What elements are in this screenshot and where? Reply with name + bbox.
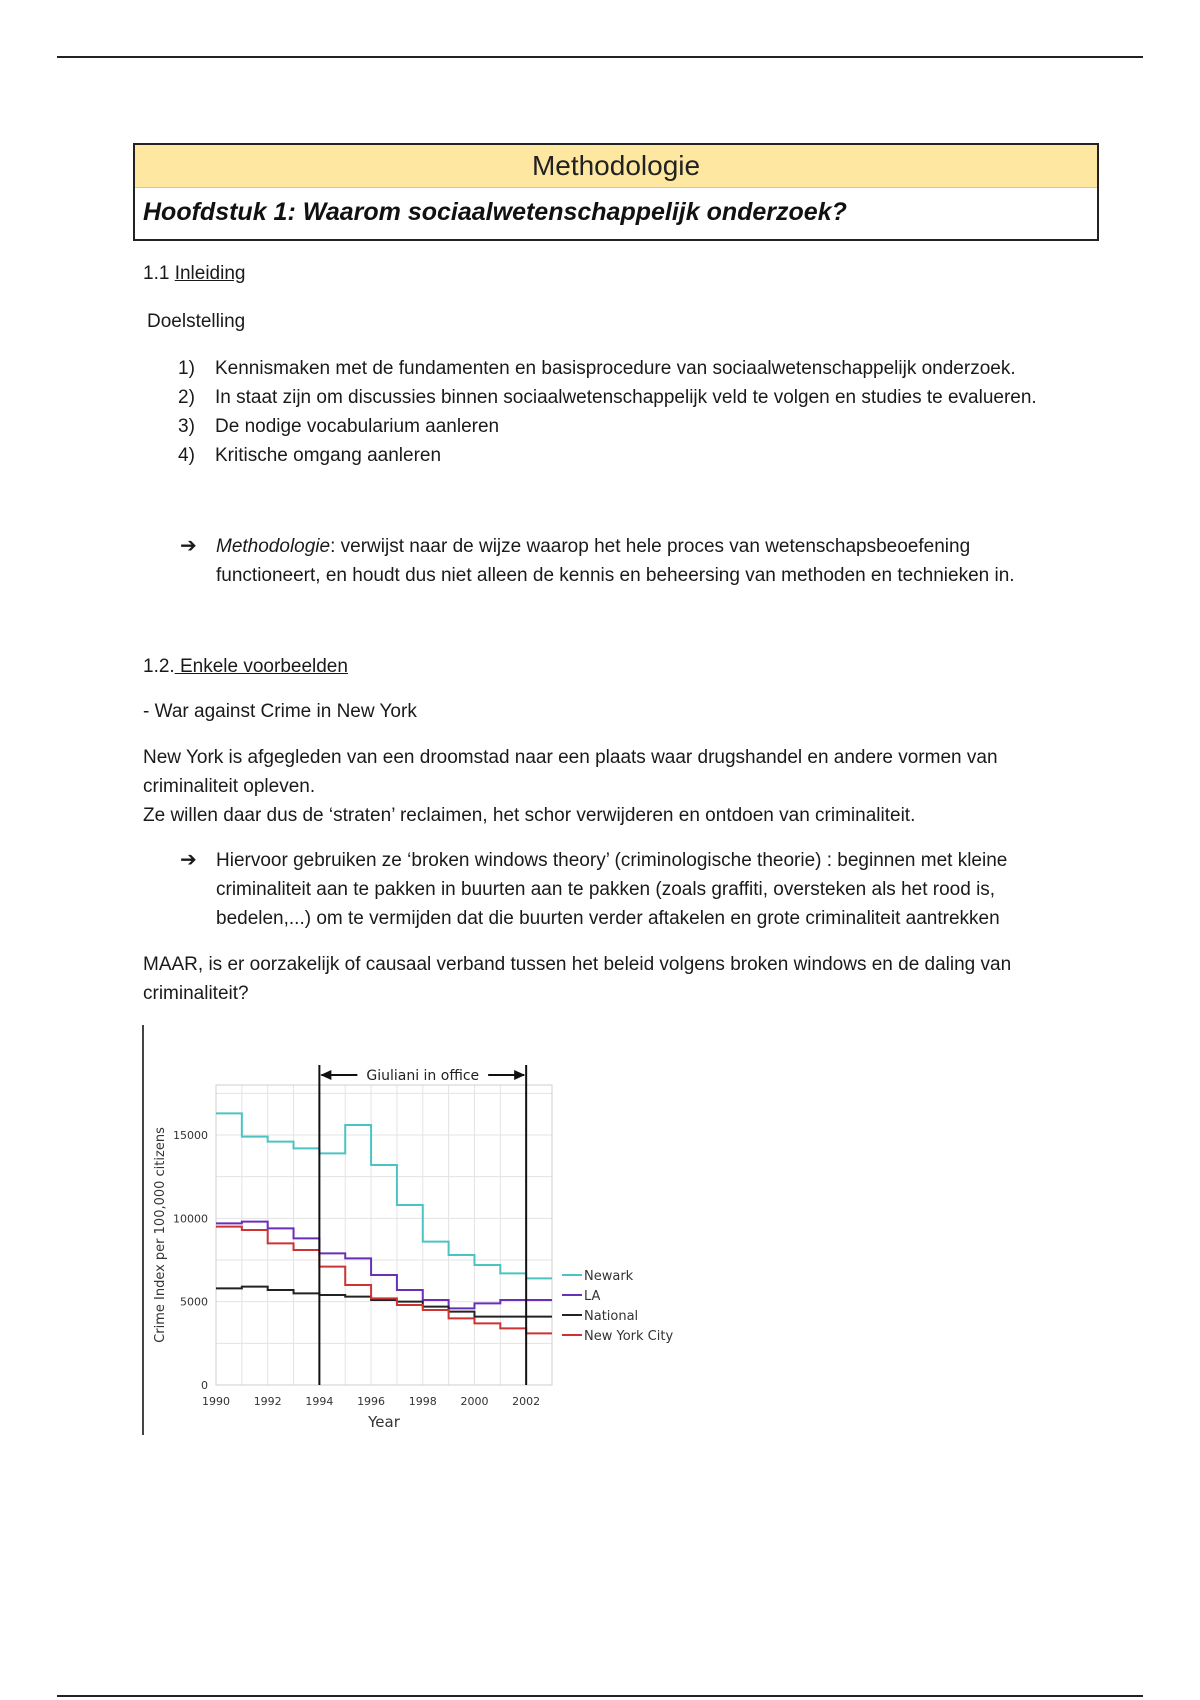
- paragraph: New York is afgegleden van een droomstad naar een plaats waar drugshandel en andere vormen van: [143, 747, 998, 768]
- legend-label: National: [584, 1309, 639, 1324]
- arrow-icon: ➔: [180, 849, 197, 871]
- example-title: - War against Crime in New York: [143, 701, 417, 722]
- question: criminaliteit?: [143, 983, 249, 1004]
- x-axis-label: Year: [368, 1413, 400, 1431]
- chapter-heading: Hoofdstuk 1: Waarom sociaalwetenschappelijk onderzoek?: [143, 198, 847, 226]
- legend-label: LA: [584, 1289, 601, 1304]
- section-2-heading: 1.2. Enkele voorbeelden: [143, 656, 348, 677]
- x-tick-label: 1998: [408, 1395, 437, 1408]
- question: MAAR, is er oorzakelijk of causaal verband tussen het beleid volgens broken windows en de daling van: [143, 954, 1012, 975]
- arrow-icon: ➔: [180, 535, 197, 557]
- series-line-newark: [216, 1113, 552, 1278]
- y-tick-label: 5000: [180, 1295, 208, 1309]
- theory-block: ➔ Hiervoor gebruiken ze ‘broken windows theory’ (criminologische theorie) : beginnen met kleine criminaliteit aan te pakken in buurten aan te pakken (zoals graffiti, oversteken als het rood is, bedelen,...) om te vermijden dat die buurten verder aftakelen en grote criminaliteit aantrekken: [180, 846, 1007, 933]
- y-tick-label: 10000: [173, 1212, 208, 1226]
- y-axis-label: Crime Index per 100,000 citizens: [153, 1127, 168, 1343]
- list-item: 3) De nodige vocabularium aanleren: [178, 416, 500, 437]
- bottom-rule: [57, 1695, 1143, 1697]
- legend-label: Newark: [584, 1269, 634, 1284]
- x-tick-label: 1994: [305, 1395, 334, 1408]
- definition-block: ➔ Methodologie: verwijst naar de wijze waarop het hele proces van wetenschapsbeoefening functioneert, en houdt dus niet alleen de kennis en beheersing van methoden en technieken in.: [180, 532, 1015, 590]
- goal-subheading: Doelstelling: [147, 311, 246, 332]
- title-box: [133, 143, 1099, 241]
- annotation-label: Giuliani in office: [366, 1068, 480, 1084]
- arrowhead-left: [320, 1070, 331, 1080]
- definition-term: Methodologie: [216, 536, 331, 557]
- list-item: 2) In staat zijn om discussies binnen sociaalwetenschappelijk veld te volgen en studies te evalueren.: [178, 387, 1037, 408]
- series-line-la: [216, 1222, 552, 1309]
- paragraph: criminaliteit opleven.: [143, 776, 316, 797]
- arrowhead-right: [514, 1070, 525, 1080]
- plot-area: [216, 1085, 552, 1385]
- top-rule: [57, 56, 1143, 58]
- section-1-heading: 1.1 Inleiding: [143, 263, 246, 284]
- x-tick-label: 1992: [253, 1395, 282, 1408]
- x-tick-label: 1990: [202, 1395, 230, 1408]
- x-tick-label: 2002: [512, 1395, 541, 1408]
- y-tick-label: 15000: [173, 1129, 208, 1142]
- crime-index-chart: [142, 1025, 702, 1435]
- list-item: 1) Kennismaken met de fundamenten en basisprocedure van sociaalwetenschappelijk onderzoek.: [178, 358, 1016, 379]
- paragraph: Ze willen daar dus de ‘straten’ reclaimen, het schor verwijderen en ontdoen van criminaliteit.: [143, 805, 916, 826]
- legend-label: New York City: [584, 1329, 674, 1344]
- x-tick-label: 2000: [460, 1395, 489, 1408]
- goal-list: [178, 354, 1037, 470]
- x-tick-label: 1996: [357, 1395, 386, 1408]
- document-title: Methodologie: [135, 145, 1097, 188]
- y-tick-label: 0: [201, 1379, 208, 1392]
- list-item: 4) Kritische omgang aanleren: [178, 445, 442, 466]
